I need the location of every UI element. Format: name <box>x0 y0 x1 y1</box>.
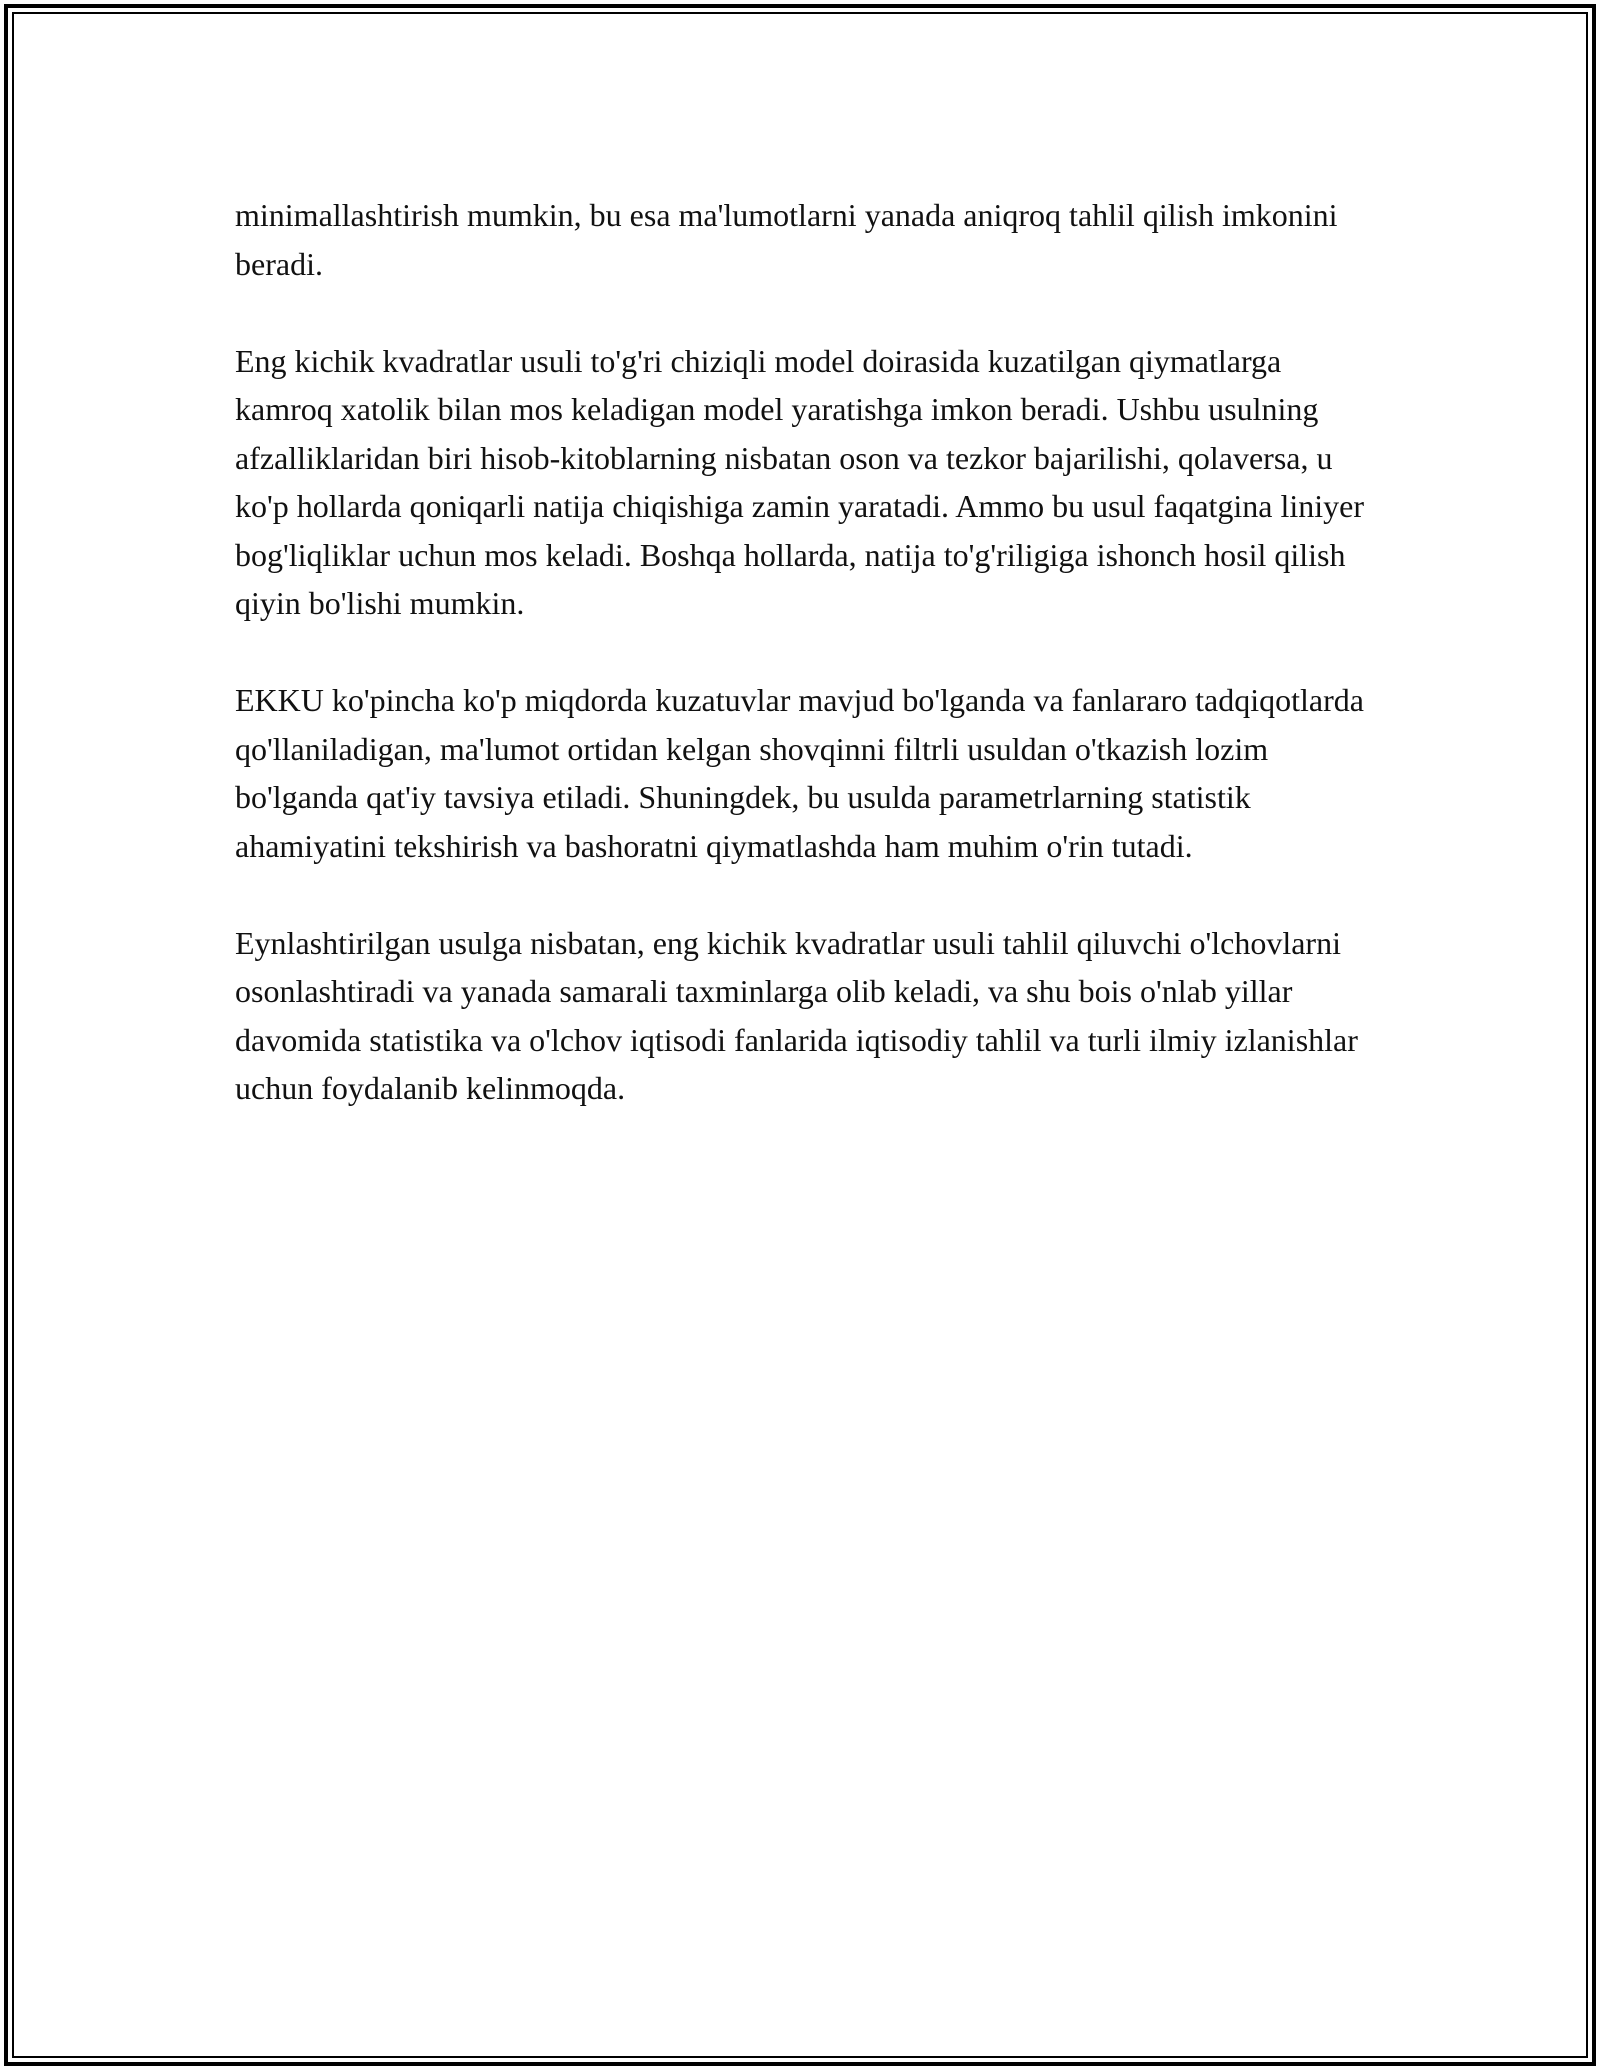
paragraph-1: minimallashtirish mumkin, bu esa ma'lumotlarni yanada aniqroq tahlil qilish imkonini beradi. <box>235 197 1338 282</box>
paragraph-3: EKKU ko'pincha ko'p miqdorda kuzatuvlar mavjud bo'lganda va fanlararo tadqiqotlarda qo'llaniladigan, ma'lumot ortidan kelgan shovqinni filtrli usuldan o'tkazish lozim bo'lganda qat'iy tavsiya etiladi. Shuningdek, bu usulda parametrlarning statistik ahamiyatini tekshirish va bashoratni qiymatlashda ham muhim o'rin tutadi. <box>235 682 1364 864</box>
paragraph-4: Eynlashtirilgan usulga nisbatan, eng kichik kvadratlar usuli tahlil qiluvchi o'lchovlarni osonlashtiradi va yanada samarali taxminlarga olib keladi, va shu bois o'nlab yillar davomida statistika va o'lchov iqtisodi fanlarida iqtisodiy tahlil va turli ilmiy izlanishlar uchun foydalanib kelinmoqda. <box>235 924 1358 1106</box>
document-body <box>235 191 1375 1161</box>
paragraph-2: Eng kichik kvadratlar usuli to'g'ri chiziqli model doirasida kuzatilgan qiymatlarga kamroq xatolik bilan mos keladigan model yaratishga imkon beradi. Ushbu usulning afzalliklaridan biri hisob-kitoblarning nisbatan oson va tezkor bajarilishi, qolaversa, u ko'p hollarda qoniqarli natija chiqishiga zamin yaratadi. Ammo bu usul faqatgina liniyer bog'liqliklar uchun mos keladi. Boshqa hollarda, natija to'g'riligiga ishonch hosil qilish qiyin bo'lishi mumkin. <box>235 342 1365 621</box>
page-border <box>4 4 1596 2066</box>
